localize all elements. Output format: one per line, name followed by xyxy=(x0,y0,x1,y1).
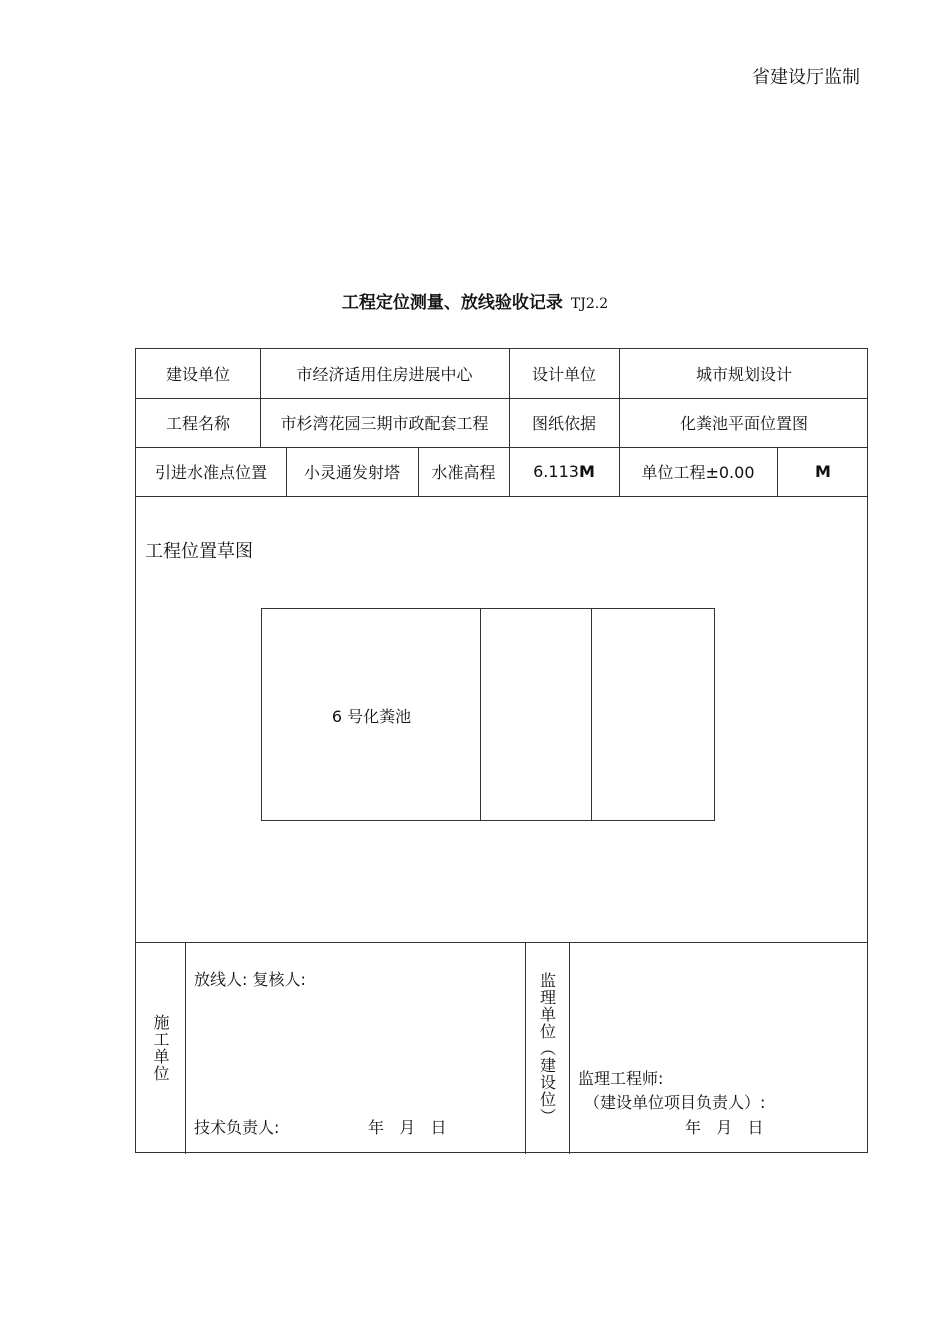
label-unit-zero-elevation: 单位工程±0.00 xyxy=(641,463,755,482)
form-code: TJ2.2 xyxy=(570,296,609,312)
septic-tank-label: 6 号化粪池 xyxy=(331,707,412,726)
site-sketch xyxy=(261,608,715,821)
form-title: 工程定位测量、放线验收记录 xyxy=(341,293,563,313)
label-drawing-basis: 图纸依据 xyxy=(531,414,596,433)
owner-representative-label: （建设单位项目负责人）: xyxy=(584,1093,766,1112)
label-construction-unit: 建设单位 xyxy=(165,365,230,384)
construction-unit-label: 施工单位 xyxy=(151,1014,170,1082)
supervision-date: 年 月 日 xyxy=(685,1118,764,1137)
value-benchmark-location: 小灵通发射塔 xyxy=(303,463,400,482)
value-unit-zero-elevation: M xyxy=(815,462,831,481)
setter-reviewer-label: 放线人: 复核人: xyxy=(194,970,306,989)
label-benchmark-elevation: 水准高程 xyxy=(431,463,496,482)
issuer-label: 省建设厅监制 xyxy=(752,67,860,88)
supervision-unit-cell xyxy=(525,942,569,1154)
form-title-line xyxy=(0,288,950,313)
grid-line xyxy=(136,496,867,497)
construction-date: 年 月 日 xyxy=(368,1118,447,1137)
label-design-unit: 设计单位 xyxy=(531,365,596,384)
value-benchmark-elevation xyxy=(509,447,619,496)
value-design-unit: 城市规划设计 xyxy=(695,365,792,384)
elevation-unit: M xyxy=(578,462,595,481)
value-drawing-basis: 化粪池平面位置图 xyxy=(679,414,808,433)
label-project-name: 工程名称 xyxy=(165,414,230,433)
supervision-unit-label: 监理单位（建设位） xyxy=(537,971,557,1125)
grid-line xyxy=(569,942,570,1154)
record-form xyxy=(135,348,868,1153)
sketch-label: 工程位置草图 xyxy=(145,541,253,562)
grid-line xyxy=(185,942,186,1154)
value-project-name: 市杉湾花园三期市政配套工程 xyxy=(280,414,489,433)
supervising-engineer-label: 监理工程师: xyxy=(578,1069,664,1088)
tech-lead-label: 技术负责人: xyxy=(194,1118,280,1137)
construction-unit-cell xyxy=(136,942,185,1154)
sketch-divider xyxy=(591,609,592,820)
value-construction-unit: 市经济适用住房进展中心 xyxy=(296,365,473,384)
label-benchmark-location: 引进水准点位置 xyxy=(154,463,267,482)
elevation-number: 6.113 xyxy=(533,462,579,481)
grid-line xyxy=(136,942,867,943)
